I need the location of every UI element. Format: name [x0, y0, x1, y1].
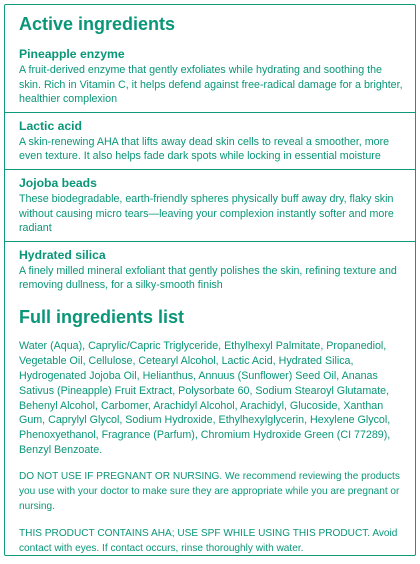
aha-warning: THIS PRODUCT CONTAINS AHA; USE SPF WHILE USING THIS PRODUCT. Avoid contact with eyes. If contact occurs, rinse thoroughly with water.	[19, 527, 398, 554]
active-ingredients-heading: Active ingredients	[19, 14, 176, 34]
ingredient-description: A fruit-derived enzyme that gently exfoliates while hydrating and soothing the skin. Rich in Vitamin C, it helps defend against free-radical damage for a brighter, healthier complexion	[19, 64, 403, 106]
ingredient-hydrated-silica	[19, 247, 408, 293]
ingredient-description: A finely milled mineral exfoliant that gently polishes the skin, refining texture and removing dullness, for a silky-smooth finish	[19, 264, 397, 292]
ingredient-name: Hydrated silica	[19, 247, 106, 262]
section-divider	[5, 112, 415, 113]
section-divider	[5, 241, 415, 242]
full-ingredients-list: Water (Aqua), Caprylic/Capric Triglyceride, Ethylhexyl Palmitate, Propanediol, Vegetable Oil, Cellulose, Cetearyl Alcohol, Lactic Acid, Hydrated Silica, Hydrogenated Jojoba Oil, Helianthus, Annuus (Sunflower) Seed Oil, Ananas Sativus (Pineapple) Fruit Extract, Polysorbate 60, Sodium Stearoyl Glutamate, Behenyl Alcohol, Carbomer, Arachidyl Alcohol, Arachidyl, Glucoside, Xanthan Gum, Caprylyl Glycol, Sodium Hydroxide, Ethylhexylglycerin, Hexylene Glycol, Phenoxyethanol, Fragrance (Parfum), Chromium Hydroxide Green (CI 77289), Benzyl Benzoate.	[19, 339, 391, 457]
ingredient-jojoba-beads	[19, 175, 408, 236]
ingredients-panel	[4, 4, 416, 556]
full-ingredients-heading: Full ingredients list	[19, 306, 185, 327]
ingredient-name: Lactic acid	[19, 118, 82, 133]
ingredient-name: Pineapple enzyme	[19, 47, 125, 61]
ingredient-name: Jojoba beads	[19, 175, 97, 190]
ingredient-pineapple-enzyme	[19, 46, 408, 107]
ingredient-lactic-acid	[19, 118, 408, 164]
ingredient-description: These biodegradable, earth-friendly spheres physically buff away dry, flaky skin without causing micro tears—leaving your complexion instantly softer and more radiant	[19, 192, 394, 235]
pregnancy-warning: DO NOT USE IF PREGNANT OR NURSING. We recommend reviewing the products you use with your doctor to make sure they are appropriate while you are pregnant or nursing.	[19, 471, 400, 512]
section-divider	[5, 169, 415, 170]
ingredient-description: A skin-renewing AHA that lifts away dead skin cells to reveal a smoother, more even texture. It also helps fade dark spots while locking in essential moisture	[19, 135, 390, 163]
